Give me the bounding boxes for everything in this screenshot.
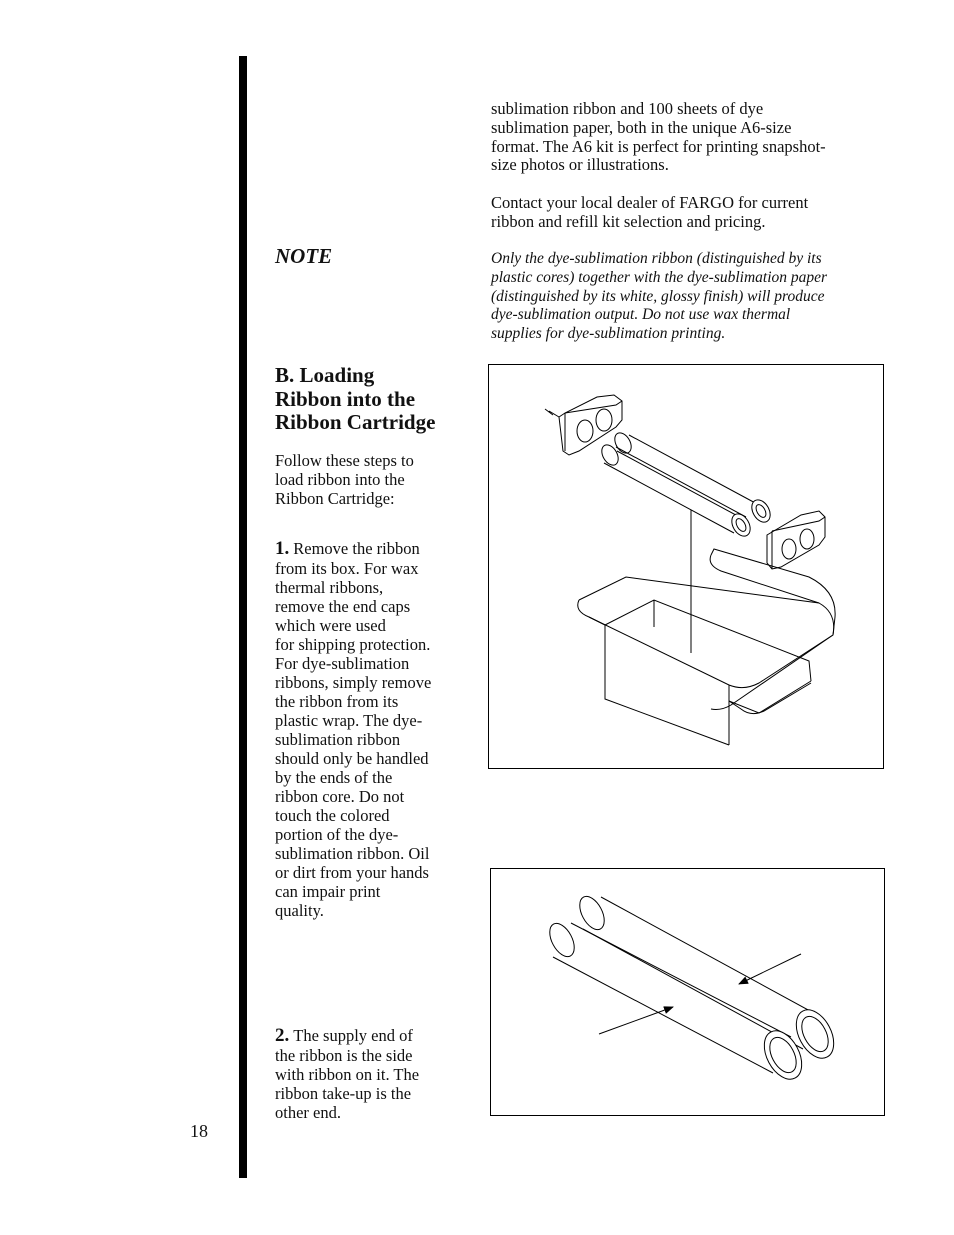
section-intro: Follow these steps to load ribbon into the Ribbon Cartridge: <box>275 451 414 508</box>
figure-ribbon-cartridge <box>488 364 884 769</box>
intro-paragraph-1: sublimation ribbon and 100 sheets of dye sublimation paper, both in the unique A6-size format. The A6 kit is perfect for printing snapshot- size photos or illustrations. <box>491 99 826 175</box>
intro-paragraph-2: Contact your local dealer of FARGO for current ribbon and refill kit selection and pricing. <box>491 193 809 231</box>
figure-supply-takeup <box>490 868 885 1116</box>
step-2-text: The supply end of the ribbon is the side with ribbon on it. The ribbon take-up is the other end. <box>275 1026 420 1122</box>
ribbon-rolls-illustration <box>491 869 884 1115</box>
page-number: 18 <box>190 1121 208 1141</box>
note-text: Only the dye-sublimation ribbon (distinguished by its plastic cores) together with the dye-sublimation paper (distinguished by its white, glossy finish) will produce dye-sublimation output. Do not use wax thermal supplies for dye-sublimation printing. <box>491 250 828 343</box>
note-label: NOTE <box>275 244 333 268</box>
step-1-number: 1. <box>275 538 290 559</box>
step-1 <box>275 538 465 921</box>
arrow-supply <box>599 1007 673 1034</box>
arrow-takeup <box>739 954 801 984</box>
step-2 <box>275 1025 465 1123</box>
step-2-number: 2. <box>275 1025 290 1046</box>
step-1-text: Remove the ribbon from its box. For wax thermal ribbons, remove the end caps which were used for shipping protection. For dye-sublimation ribbons, simply remove the ribbon from its plastic wrap. The dye- sublimation ribbon should only be handled by the ends of the ribbon core. Do not touch the colored portion of the dye- sublimation ribbon. Oil or dirt from your hands can impair print quality. <box>275 539 432 920</box>
margin-rule <box>239 56 247 1178</box>
section-heading: B. Loading Ribbon into the Ribbon Cartridge <box>275 363 436 434</box>
ribbon-cartridge-illustration <box>489 365 883 768</box>
